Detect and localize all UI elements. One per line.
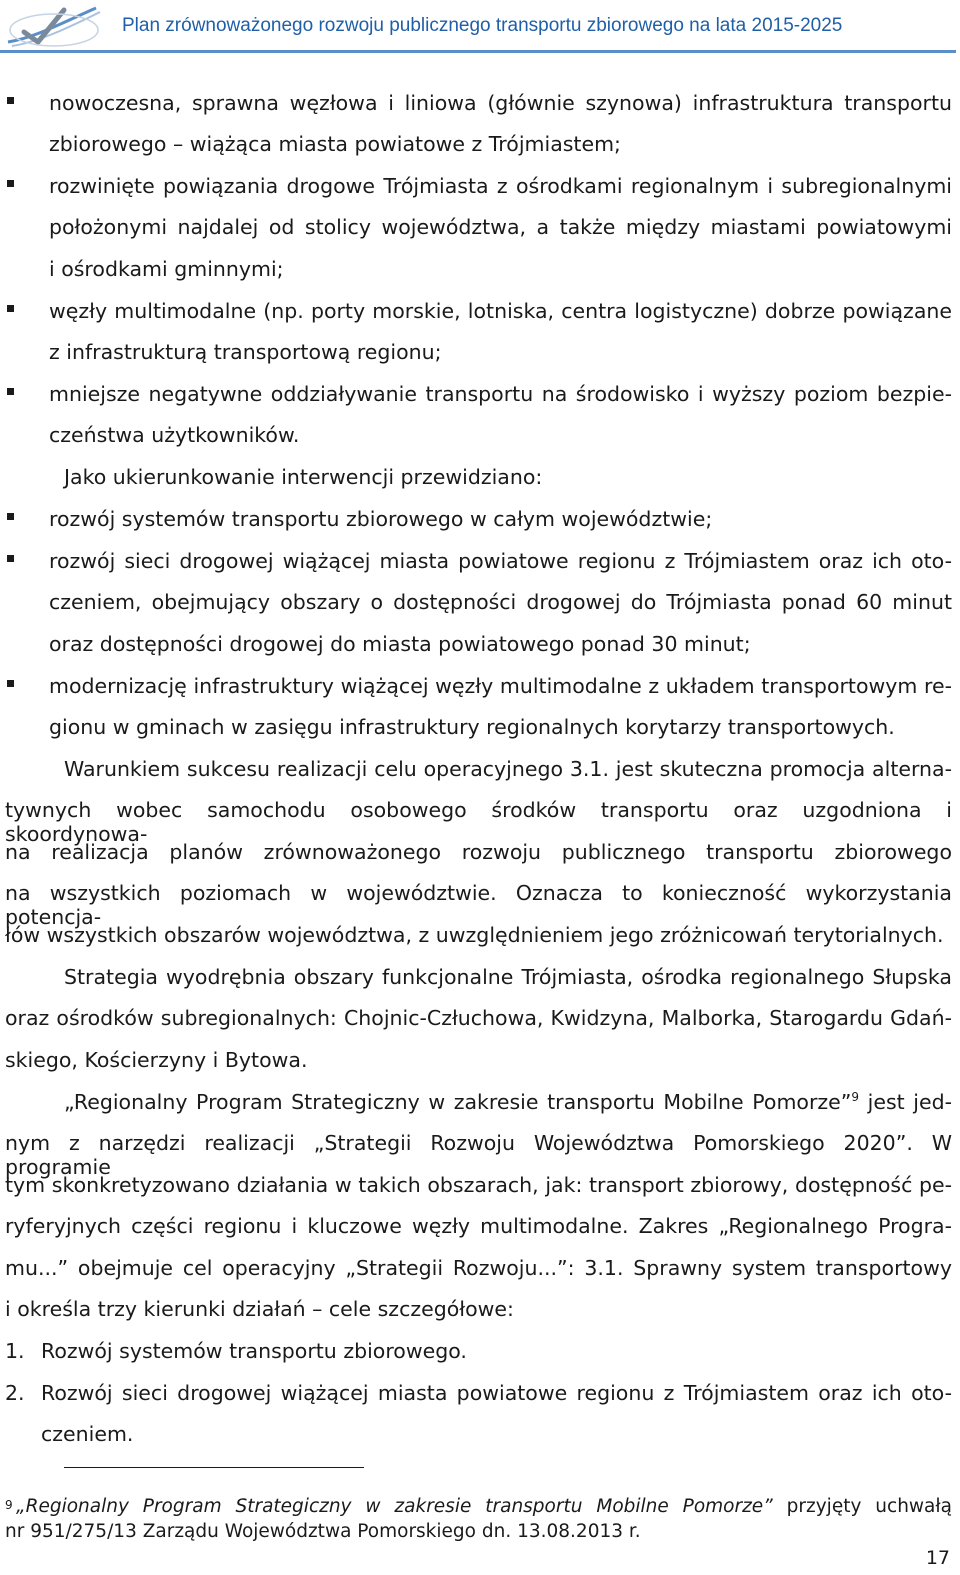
text-line: węzły multimodalne (np. porty morskie, lotniska, centra logistyczne) dobrze powiązane	[49, 299, 952, 323]
text-line: ryferyjnych części regionu i kluczowe węzły multimodalne. Zakres „Regionalnego Progra-	[5, 1214, 952, 1238]
text-fragment: „Regionalny Program Strategiczny w zakresie transportu Mobilne Pomorze”	[64, 1090, 852, 1114]
page-number: 17	[925, 1547, 950, 1569]
text-line: na realizacja planów zrównoważonego rozwoju publicznego transportu zbiorowego	[5, 840, 952, 864]
text-line: z infrastrukturą transportową regionu;	[49, 340, 442, 364]
text-line: i ośrodkami gminnymi;	[49, 257, 284, 281]
footnote-title: „Regionalny Program Strategiczny w zakresie transportu Mobilne Pomorze”	[16, 1496, 773, 1517]
logo-icon	[4, 2, 104, 50]
bullet-marker	[7, 513, 14, 520]
text-line: mu...” obejmuje cel operacyjny „Strategii Rozwoju...”: 3.1. Sprawny system transportowy	[5, 1256, 952, 1280]
text-line: tym skonkretyzowano działania w takich obszarach, jak: transport zbiorowy, dostępność pe-	[5, 1173, 952, 1197]
text-line: czeniem, obejmujący obszary o dostępności drogowej do Trójmiasta ponad 60 minut	[49, 590, 952, 614]
text-line: zbiorowego – wiążąca miasta powiatowe z Trójmiastem;	[49, 132, 621, 156]
text-line: i określa trzy kierunki działań – cele szczegółowe:	[5, 1297, 514, 1321]
text-line: łów wszystkich obszarów województwa, z uwzględnieniem jego zróżnicowań terytorialnych.	[5, 923, 944, 947]
footnote-line	[16, 1496, 952, 1518]
footnote-text: przyjęty uchwałą	[772, 1496, 952, 1517]
bullet-marker	[7, 555, 14, 562]
footnote-marker: 9	[5, 1498, 13, 1512]
text-line: rozwój sieci drogowej wiążącej miasta powiatowe regionu z Trójmiastem oraz ich oto-	[49, 549, 952, 573]
text-line: czeniem.	[41, 1422, 134, 1446]
list-number: 2.	[5, 1381, 25, 1405]
text-line: nym z narzędzi realizacji „Strategii Rozwoju Województwa Pomorskiego 2020”. W programie	[5, 1131, 952, 1179]
text-line: oraz dostępności drogowej do miasta powiatowego ponad 30 minut;	[49, 632, 751, 656]
text-line: nowoczesna, sprawna węzłowa i liniowa (głównie szynowa) infrastruktura transportu	[49, 91, 952, 115]
list-number: 1.	[5, 1339, 25, 1363]
text-line: Rozwój sieci drogowej wiążącej miasta powiatowe regionu z Trójmiastem oraz ich oto-	[41, 1381, 952, 1405]
text-line: Rozwój systemów transportu zbiorowego.	[41, 1339, 467, 1363]
footnote-divider	[64, 1467, 364, 1468]
text-line: skiego, Kościerzyny i Bytowa.	[5, 1048, 308, 1072]
bullet-marker	[7, 180, 14, 187]
text-fragment: jest jed-	[859, 1090, 952, 1114]
text-line: mniejsze negatywne oddziaływanie transportu na środowisko i wyższy poziom bezpie-	[49, 382, 952, 406]
header-divider	[0, 50, 956, 53]
text-line: położonymi najdalej od stolicy województwa, a także między miastami powiatowymi	[49, 215, 952, 239]
text-line: oraz ośrodków subregionalnych: Chojnic-Człuchowa, Kwidzyna, Malborka, Starogardu Gdań-	[5, 1006, 952, 1030]
text-line: gionu w gminach w zasięgu infrastruktury regionalnych korytarzy transportowych.	[49, 715, 895, 739]
text-line: na wszystkich poziomach w województwie. Oznacza to konieczność wykorzystania potencja-	[5, 881, 952, 929]
text-line: Warunkiem sukcesu realizacji celu operacyjnego 3.1. jest skuteczna promocja alterna-	[64, 757, 952, 781]
bullet-marker	[7, 97, 14, 104]
text-line: Strategia wyodrębnia obszary funkcjonalne Trójmiasta, ośrodka regionalnego Słupska	[64, 965, 952, 989]
page-header	[0, 0, 960, 56]
text-line: tywnych wobec samochodu osobowego środków transportu oraz uzgodniona i skoordynowa-	[5, 798, 952, 846]
footnote-reference[interactable]: 9	[851, 1090, 860, 1105]
text-line: czeństwa użytkowników.	[49, 423, 300, 447]
text-line	[64, 1090, 952, 1114]
bullet-marker	[7, 305, 14, 312]
text-line: rozwinięte powiązania drogowe Trójmiasta z ośrodkami regionalnym i subregionalnymi	[49, 174, 952, 198]
bullet-marker	[7, 388, 14, 395]
text-line: modernizację infrastruktury wiążącej węzły multimodalne z układem transportowym re-	[49, 674, 952, 698]
text-line: rozwój systemów transportu zbiorowego w całym województwie;	[49, 507, 713, 531]
bullet-marker	[7, 680, 14, 687]
footnote-line: nr 951/275/13 Zarządu Województwa Pomorskiego dn. 13.08.2013 r.	[5, 1521, 641, 1542]
header-title: Plan zrównoważonego rozwoju publicznego transportu zbiorowego na lata 2015-2025	[122, 15, 843, 36]
text-line: Jako ukierunkowanie interwencji przewidziano:	[64, 465, 543, 489]
